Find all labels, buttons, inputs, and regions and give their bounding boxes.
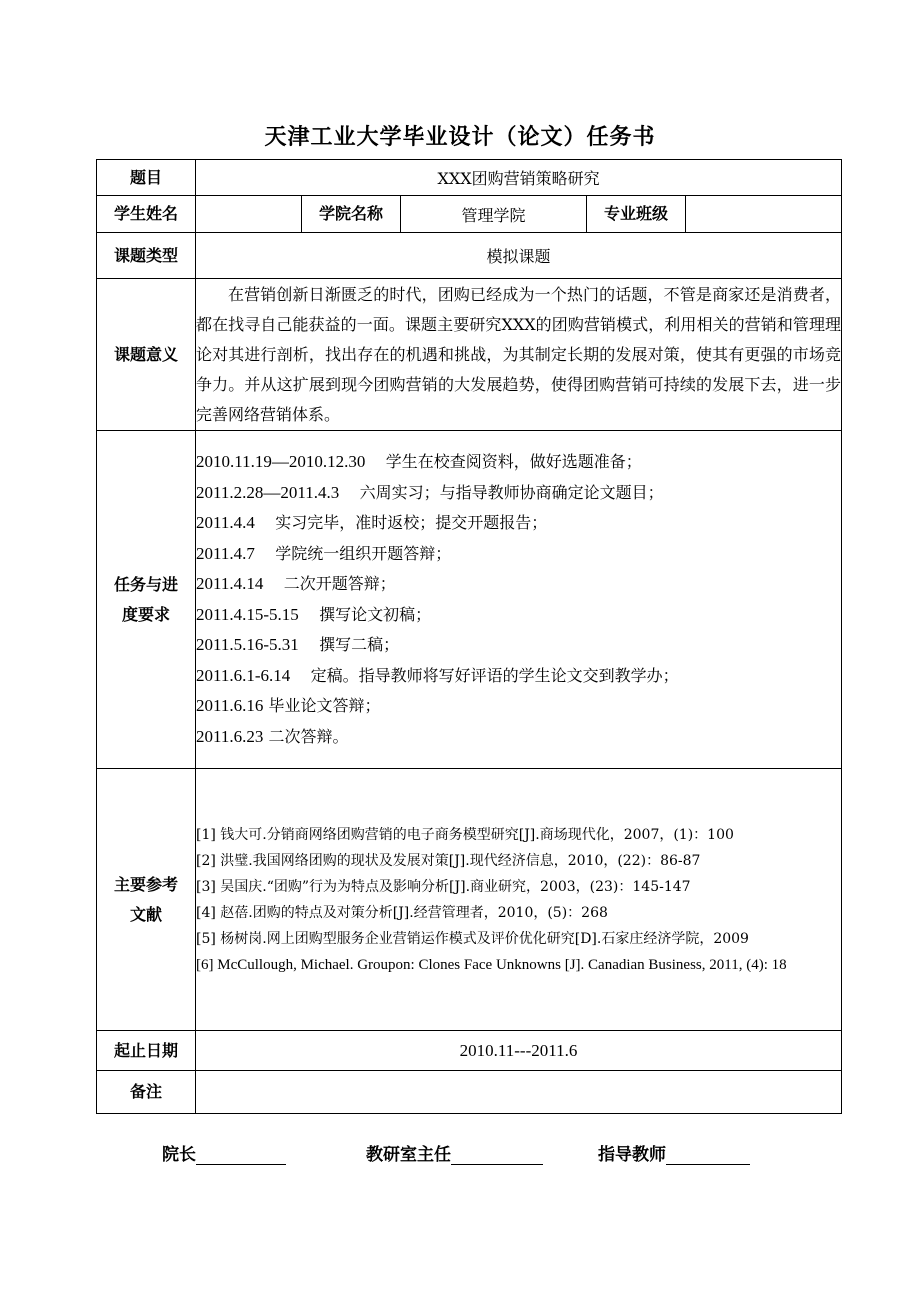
reference-item: [1] 钱大可.分销商网络团购营销的电子商务模型研究[J].商场现代化，2007，(1)：100: [196, 826, 734, 843]
student-row: [97, 196, 842, 233]
remarks-value: [196, 1071, 842, 1114]
dates-value: 2010.11---2011.6: [196, 1031, 842, 1071]
schedule-item: 2011.6.16 毕业论文答辩；: [196, 696, 381, 715]
schedule-item: 2011.6.23 二次答辩。: [196, 726, 349, 746]
dates-label: 起止日期: [97, 1031, 196, 1071]
significance-row: [97, 279, 842, 431]
schedule-item: 2011.5.16-5.31 撰写二稿；: [196, 635, 400, 654]
major-class-label: 专业班级: [587, 196, 686, 233]
schedule-item: 2011.4.7 学院统一组织开题答辩；: [196, 543, 452, 563]
schedule-item: 2011.4.15-5.15 撰写论文初稿；: [196, 604, 432, 624]
remarks-row: [97, 1071, 842, 1114]
director-signature: 教研室主任: [366, 1140, 543, 1165]
director-signature-line: [451, 1144, 543, 1165]
advisor-signature-line: [666, 1144, 750, 1165]
document-title: 天津工业大学毕业设计（论文）任务书: [264, 125, 656, 150]
topic-type-label: 课题类型: [97, 233, 196, 279]
tasks-row: [97, 431, 842, 769]
reference-item: [4] 赵蓓.团购的特点及对策分析[J].经营管理者，2010，(5)：268: [196, 904, 608, 921]
topic-type-row: [97, 233, 842, 279]
significance-label: 课题意义: [97, 279, 196, 431]
schedule-item: 2010.11.19—2010.12.30 学生在校查阅资料，做好选题准备；: [196, 452, 642, 471]
schedule-list: [196, 431, 842, 769]
reference-item: [3] 吴国庆.“团购”行为为特点及影响分析[J].商业研究，2003，(23)：145-147: [196, 878, 691, 895]
topic-type-value: 模拟课题: [196, 233, 842, 279]
task-table: [96, 159, 842, 1114]
major-class-value: [686, 196, 842, 233]
reference-item: [5] 杨树岗.网上团购型服务企业营销运作模式及评价优化研究[D].石家庄经济学院，2009: [196, 930, 749, 947]
significance-text: 在营销创新日渐匮乏的时代，团购已经成为一个热门的话题，不管是商家还是消费者，都在找寻自己能获益的一面。课题主要研究XXX的团购营销模式，利用相关的营销和管理理论对其进行剖析，找出存在的机遇和挑战，为其制定长期的发展对策，使其有更强的市场竞争力。并从这扩展到现今团购营销的大发展趋势，使得团购营销可持续的发展下去，进一步完善网络营销体系。: [196, 284, 842, 424]
significance-cell: [196, 279, 842, 431]
student-name-label: 学生姓名: [97, 196, 196, 233]
dates-row: [97, 1031, 842, 1071]
dean-signature: 院长: [162, 1140, 286, 1165]
schedule-item: 2011.6.1-6.14 定稿。指导教师将写好评语的学生论文交到教学办；: [196, 665, 679, 685]
reference-item: [2] 洪璧.我国网络团购的现状及发展对策[J].现代经济信息，2010，(22)：86-87: [196, 852, 701, 869]
dean-signature-line: [196, 1144, 286, 1165]
topic-label: 题目: [97, 160, 196, 196]
schedule-item: 2011.2.28—2011.4.3 六周实习；与指导教师协商确定论文题目；: [196, 482, 664, 502]
college-name-label: 学院名称: [302, 196, 401, 233]
schedule-item: 2011.4.4 实习完毕，准时返校；提交开题报告；: [196, 513, 548, 532]
reference-item: [6] McCullough, Michael. Groupon: Clones Face Unknowns [J]. Canadian Business, 2011, (4): 18: [196, 956, 787, 973]
college-name-value: 管理学院: [401, 196, 587, 233]
references-label: 主要参考文献: [97, 769, 196, 1031]
references-list: [196, 769, 842, 1031]
advisor-signature: 指导教师: [598, 1140, 750, 1165]
remarks-label: 备注: [97, 1071, 196, 1114]
tasks-progress-label: 任务与进度要求: [97, 431, 196, 769]
topic-value: XXX团购营销策略研究: [196, 160, 842, 196]
schedule-item: 2011.4.14 二次开题答辩；: [196, 574, 396, 593]
references-row: [97, 769, 842, 1031]
student-name-value: [196, 196, 302, 233]
topic-row: [97, 160, 842, 196]
